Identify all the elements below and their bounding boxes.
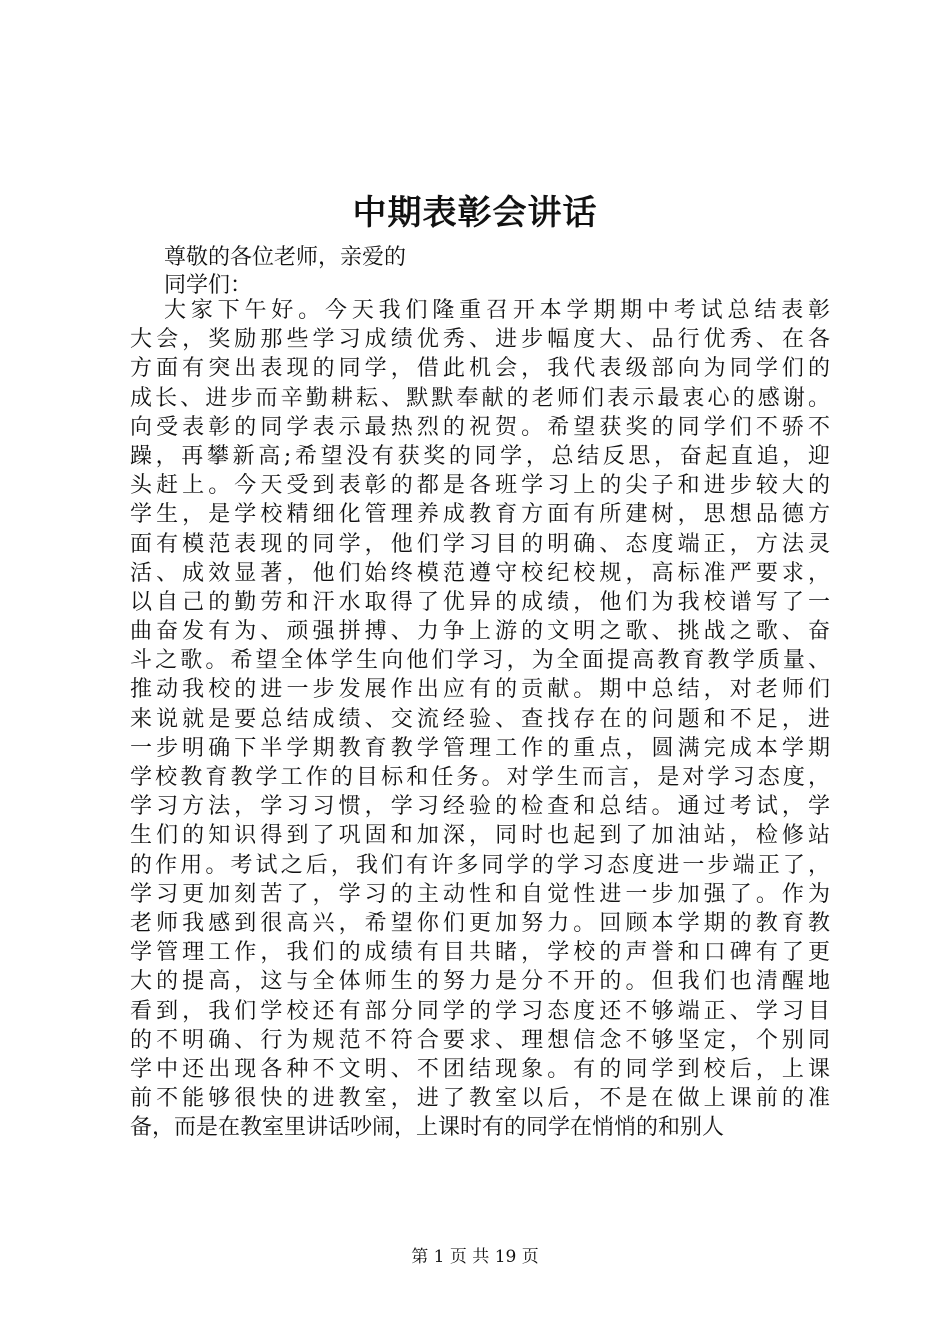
body-line: 以自己的勤劳和汗水取得了优异的成绩，他们为我校谱写了一 (130, 589, 830, 615)
body-line: 活、成效显著，他们始终模范遵守校纪校规，高标准严要求， (130, 560, 830, 586)
body-line: 学中还出现各种不文明、不团结现象。有的同学到校后，上课 (130, 1056, 830, 1082)
body-line: 曲奋发有为、顽强拼搏、力争上游的文明之歌、挑战之歌、奋 (130, 619, 830, 645)
body-line: 一步明确下半学期教育教学管理工作的重点，圆满完成本学期 (130, 735, 830, 761)
body-line: 生们的知识得到了巩固和加深，同时也起到了加油站，检修站 (130, 823, 830, 849)
body-line: 成长、进步而辛勤耕耘、默默奉献的老师们表示最衷心的感谢。 (130, 385, 830, 411)
body-line: 大会，奖励那些学习成绩优秀、进步幅度大、品行优秀、在各 (130, 327, 830, 353)
body-line: 大家下午好。今天我们隆重召开本学期期中考试总结表彰 (164, 298, 830, 323)
body-line: 头赶上。今天受到表彰的都是各班学习上的尖子和进步较大的 (130, 473, 830, 499)
body-line: 学校教育教学工作的目标和任务。对学生而言，是对学习态度， (130, 765, 830, 790)
body-line: 大的提高，这与全体师生的努力是分不开的。但我们也清醒地 (130, 969, 830, 995)
body-line: 前不能够很快的进教室，进了教室以后，不是在做上课前的准 (130, 1086, 830, 1112)
body-line: 学习方法，学习习惯，学习经验的检查和总结。通过考试，学 (130, 794, 830, 820)
body-line: 看到，我们学校还有部分同学的学习态度还不够端正、学习目 (130, 998, 830, 1024)
body-line: 面有模范表现的同学，他们学习目的明确、态度端正，方法灵 (130, 531, 830, 557)
document-title: 中期表彰会讲话 (352, 193, 598, 233)
body-line: 的不明确、行为规范不符合要求、理想信念不够坚定，个别同 (130, 1027, 830, 1053)
greeting-line: 同学们： (164, 273, 253, 298)
body-line: 的作用。考试之后，我们有许多同学的学习态度进一步端正了， (130, 852, 830, 878)
body-line: 斗之歌。希望全体学生向他们学习，为全面提高教育教学质量、 (130, 648, 830, 674)
body-line: 方面有突出表现的同学，借此机会，我代表级部向为同学们的 (130, 356, 830, 382)
page-number-footer: 第 1 页 共 19 页 (411, 1247, 539, 1267)
body-line: 向受表彰的同学表示最热烈的祝贺。希望获奖的同学们不骄不 (130, 414, 830, 440)
body-line: 老师我感到很高兴，希望你们更加努力。回顾本学期的教育教 (130, 910, 830, 936)
body-line: 来说就是要总结成绩、交流经验、查找存在的问题和不足，进 (130, 706, 830, 732)
body-line: 学习更加刻苦了，学习的主动性和自觉性进一步加强了。作为 (130, 881, 830, 907)
body-line: 备，而是在教室里讲话吵闹，上课时有的同学在悄悄的和别人 (130, 1115, 725, 1141)
body-line: 躁，再攀新高;希望没有获奖的同学，总结反思，奋起直追，迎 (130, 443, 830, 469)
body-line: 学生，是学校精细化管理养成教育方面有所建树，思想品德方 (130, 502, 830, 528)
greeting-line: 尊敬的各位老师，亲爱的 (164, 245, 407, 270)
body-line: 学管理工作，我们的成绩有目共睹，学校的声誉和口碑有了更 (130, 940, 830, 966)
body-line: 推动我校的进一步发展作出应有的贡献。期中总结，对老师们 (130, 677, 830, 703)
body-text (130, 296, 830, 1142)
